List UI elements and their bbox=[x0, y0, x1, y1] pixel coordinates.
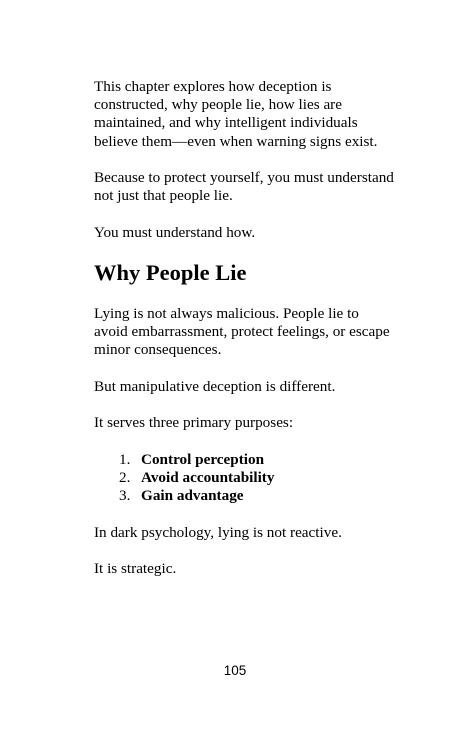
list-item-number: 2. bbox=[119, 468, 131, 486]
list-item bbox=[94, 451, 394, 469]
intro-paragraph: Because to protect yourself, you must understand not just that people lie. bbox=[94, 169, 394, 205]
intro-paragraph: This chapter explores how deception is constructed, why people lie, how lies are maintained, and why intelligent individuals believe them—even when warning signs exist. bbox=[94, 78, 378, 150]
list-item bbox=[94, 487, 394, 505]
purposes-list bbox=[94, 451, 394, 506]
body-paragraph: But manipulative deception is different. bbox=[94, 377, 336, 395]
intro-paragraph: You must understand how. bbox=[94, 223, 256, 241]
list-item-text: Control perception bbox=[141, 450, 265, 468]
list-item-number: 1. bbox=[119, 450, 131, 468]
body-paragraph: It serves three primary purposes: bbox=[94, 414, 294, 432]
list-item bbox=[94, 469, 394, 487]
body-paragraph: It is strategic. bbox=[94, 560, 177, 578]
section-heading: Why People Lie bbox=[94, 259, 247, 285]
body-paragraph: Lying is not always malicious. People lie to avoid embarrassment, protect feelings, or escape minor consequences. bbox=[94, 304, 390, 359]
list-item-number: 3. bbox=[119, 487, 131, 505]
body-paragraph: In dark psychology, lying is not reactive. bbox=[94, 523, 342, 541]
list-item-text: Avoid accountability bbox=[141, 468, 275, 486]
page-body bbox=[94, 78, 394, 596]
list-item-text: Gain advantage bbox=[141, 487, 244, 505]
page-number: 105 bbox=[223, 663, 247, 678]
